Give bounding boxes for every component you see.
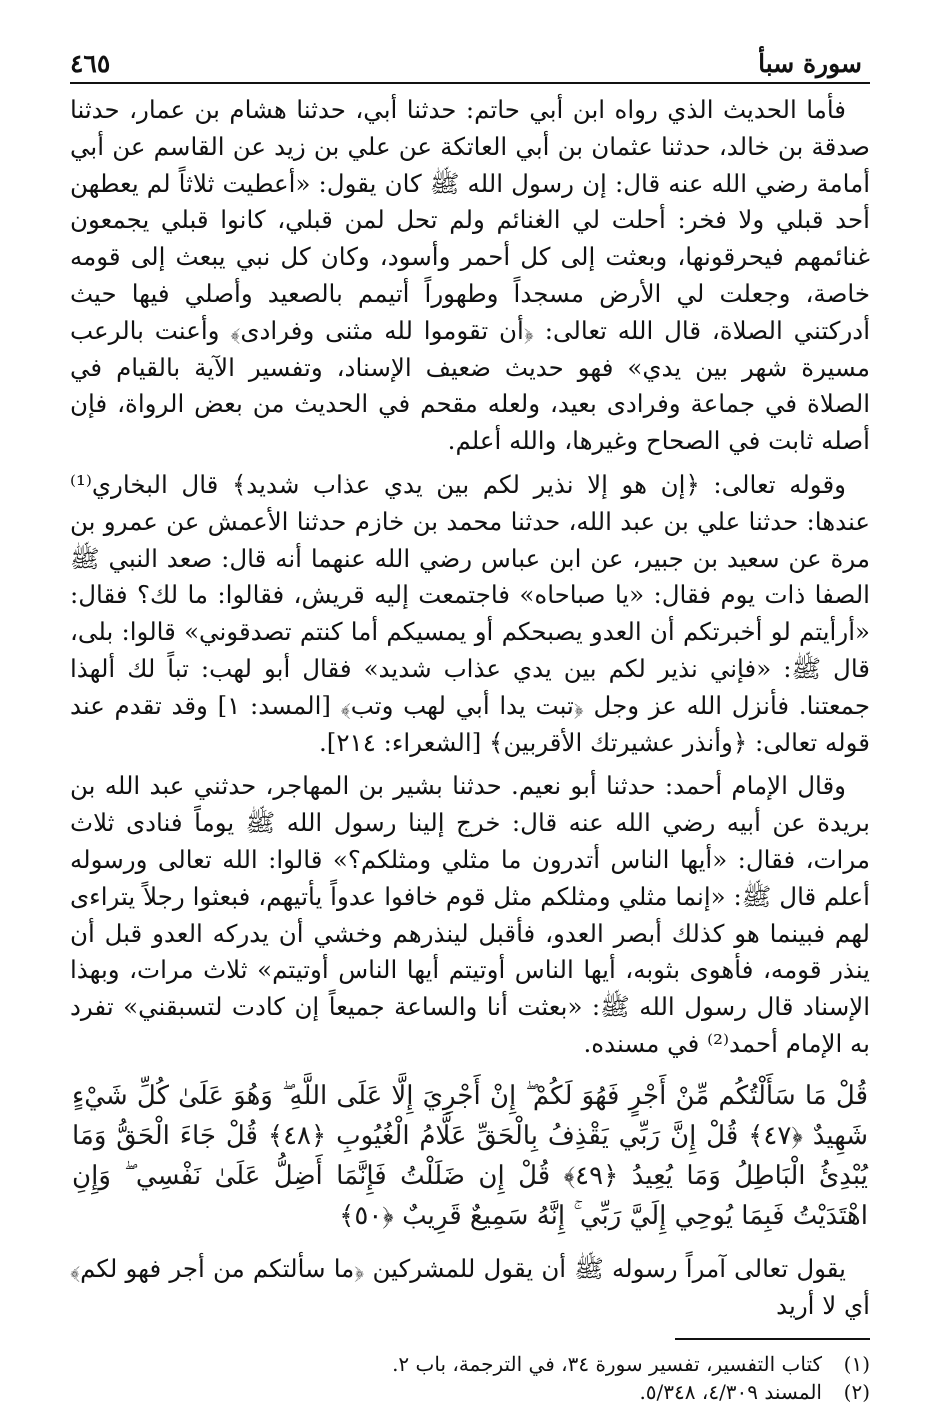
footnote-text: المسند ٤/٣٠٩، ٥/٣٤٨. — [639, 1380, 822, 1405]
paragraph-hadith-ibn-abi-hatim: فأما الحديث الذي رواه ابن أبي حاتم: حدثنا أبي، حدثنا هشام بن عمار، حدثنا صدقة بن خالد، حدثنا عثمان بن أبي العاتكة عن علي بن زيد عن القاسم عن أبي أمامة رضي الله عنه قال: إن رسول الله ﷺ كان يقول: «أعطيت ثلاثاً لم يعطهن أحد قبلي ولا فخر: أحلت لي الغنائم ولم تحل لمن قبلي، كانوا قبلي يجمعون غنائمهم فيحرقونها، وبعثت إلى كل أحمر وأسود، وكان كل نبي يبعث إلى قومه خاصة، وجعلت لي الأرض مسجداً وطهوراً أتيمم بالصعيد وأصلي فيها حيث أدركتني الصلاة، قال الله تعالى: ﴿أن تقوموا لله مثنى وفرادى﴾ وأعنت بالرعب مسيرة شهر بين يدي» فهو حديث ضعيف الإسناد، وتفسير الآية بالقيام في الصلاة في جماعة وفرادى بعيد، ولعله مقحم في الحديث من بعض الرواة، فإن أصله ثابت في الصحاح وغيرها، والله أعلم. — [70, 95, 870, 456]
footnote-separator — [675, 1338, 870, 1340]
page-header — [70, 30, 870, 84]
header-rule — [70, 82, 870, 84]
footnote-item — [70, 1378, 870, 1406]
footnote-text: كتاب التفسير، تفسير سورة ٣٤، في الترجمة، باب ٢. — [392, 1352, 822, 1377]
surah-title: سورة سبأ — [758, 49, 862, 78]
footnote-number: (٢) — [843, 1380, 870, 1405]
paragraph-tafsir-start: يقول تعالى آمراً رسوله ﷺ أن يقول للمشركين ﴿ما سألتكم من أجر فهو لكم﴾ أي لا أريد — [70, 1253, 870, 1320]
footnote-number: (١) — [843, 1352, 870, 1377]
footnotes — [70, 1350, 870, 1406]
paragraph-bukhari-narration: وقوله تعالى: ﴿إن هو إلا نذير لكم بين يدي عذاب شديد﴾ قال البخاري⁽¹⁾ عندها: حدثنا علي بن عبد الله، حدثنا محمد بن خازم حدثنا الأعمش عن عمرو بن مرة عن سعيد بن جبير، عن ابن عباس رضي الله عنهما أنه قال: صعد النبي ﷺ الصفا ذات يوم فقال: «يا صباحاه» فاجتمعت إليه قريش، فقالوا: ما لك؟ فقال: «أرأيتم لو أخبرتكم أن العدو يصبحكم أو يمسيكم أما كنتم تصدقوني» قالوا: بلى، قال ﷺ: «فإني نذير لكم بين يدي عذاب شديد» فقال أبو لهب: تباً لك ألهذا جمعتنا. فأنزل الله عز وجل ﴿تبت يدا أبي لهب وتب﴾ [المسد: ١] وقد تقدم عند قوله تعالى: ﴿وأنذر عشيرتك الأقربين﴾ [الشعراء: ٢١٤]. — [70, 469, 870, 757]
page-number: ٤٦٥ — [70, 49, 111, 78]
paragraph-imam-ahmad-narration: وقال الإمام أحمد: حدثنا أبو نعيم. حدثنا بشير بن المهاجر، حدثني عبد الله بن بريدة عن أبيه رضي الله عنه قال: خرج إلينا رسول الله ﷺ يوماً فنادى ثلاث مرات، فقال: «أيها الناس أتدرون ما مثلي ومثلكم؟» قالوا: الله تعالى ورسوله أعلم قال ﷺ: «إنما مثلي ومثلكم مثل قوم خافوا عدواً يأتيهم، فبعثوا رجلاً يتراءى لهم فبينما هو كذلك أبصر العدو، فأقبل لينذرهم وخشي أن يدركه العدو قبل أن ينذر قومه، فأهوى بثوبه، أيها الناس أوتيتم أيها الناس أوتيتم» ثلاث مرات، وبهذا الإسناد قال رسول الله ﷺ: «بعثت أنا والساعة جميعاً إن كادت لتسبقني» تفرد به الإمام أحمد⁽²⁾ في مسنده. — [70, 771, 870, 1058]
book-page — [70, 30, 870, 1405]
footnote-item — [70, 1350, 870, 1378]
quran-verses-block: قُلْ مَا سَأَلْتُكُم مِّنْ أَجْرٍ فَهُوَ لَكُمْ ۖ إِنْ أَجْرِيَ إِلَّا عَلَى اللَّهِ ۖ وَهُوَ عَلَىٰ كُلِّ شَيْءٍ شَهِيدٌ ﴿٤٧﴾ قُلْ إِنَّ رَبِّي يَقْذِفُ بِالْحَقِّ عَلَّامُ الْغُيُوبِ ﴿٤٨﴾ قُلْ جَاءَ الْحَقُّ وَمَا يُبْدِئُ الْبَاطِلُ وَمَا يُعِيدُ ﴿٤٩﴾ قُلْ إِن ضَلَلْتُ فَإِنَّمَا أَضِلُّ عَلَىٰ نَفْسِي ۖ وَإِنِ اهْتَدَيْتُ فَبِمَا يُوحِي إِلَيَّ رَبِّي ۚ إِنَّهُ سَمِيعٌ قَرِيبٌ ﴿٥٠﴾ — [72, 1080, 868, 1231]
body-text — [70, 92, 870, 1324]
